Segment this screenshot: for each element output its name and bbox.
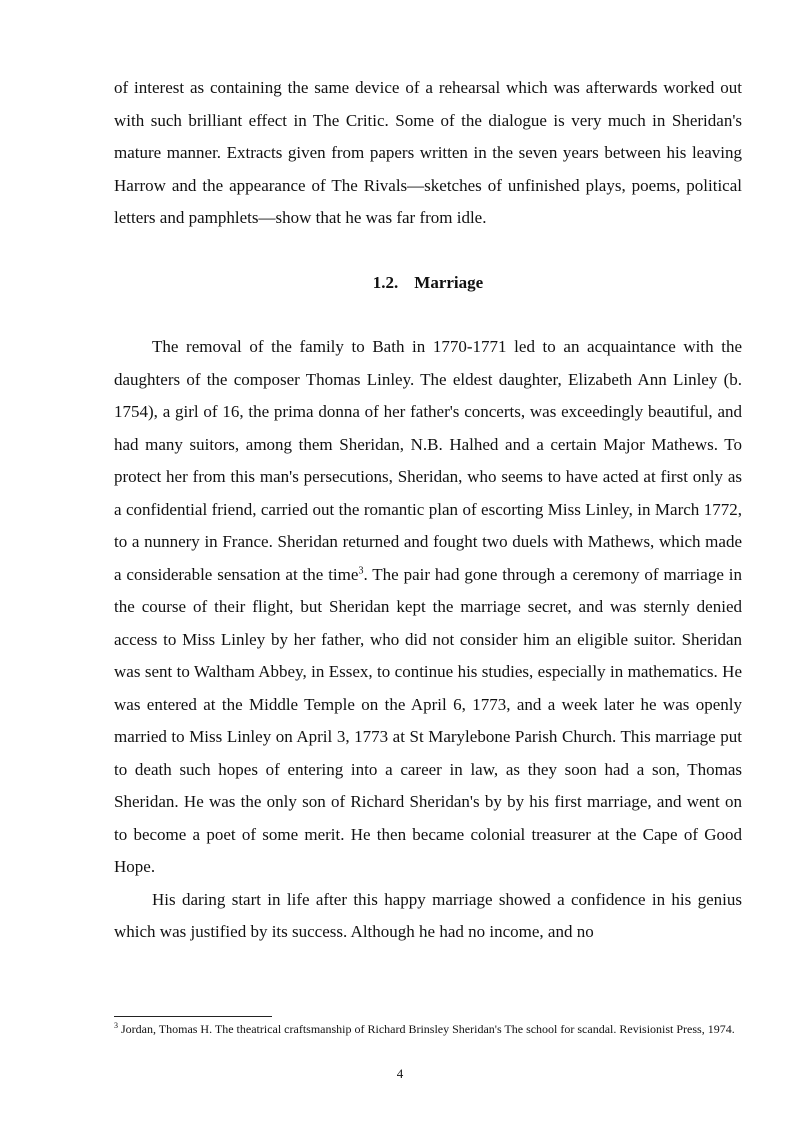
footnote-reference[interactable]: 3	[358, 564, 364, 576]
footnote-text: Jordan, Thomas H. The theatrical craftsmanship of Richard Brinsley Sheridan's The school for scandal. Revisionist Press, 1974.	[118, 1022, 735, 1036]
paragraph-marriage-part1: The removal of the family to Bath in 1770-1771 led to an acquaintance with the daughters of the composer Thomas Linley. The eldest daughter, Elizabeth Ann Linley (b. 1754), a girl of 16, the prima donna of her father's concerts, was exceedingly beautiful, and had many suitors, among them Sheridan, N.B. Halhed and a certain Major Mathews. To protect her from this man's persecutions, Sheridan, who seems to have acted at first only as a confidential friend, carried out the romantic plan of escorting Miss Linley, in March 1772, to a nunnery in France. Sheridan returned and fought two duels with Mathews, which made a considerable sensation at the time	[114, 337, 742, 584]
footnote-marker: 3	[114, 1021, 118, 1030]
paragraph-marriage-part2: . The pair had gone through a ceremony of marriage in the course of their flight, but Sheridan kept the marriage secret, and was sternly denied access to Miss Linley by her father, who did not consider him an eligible suitor. Sheridan was sent to Waltham Abbey, in Essex, to continue his studies, especially in mathematics. He was entered at the Middle Temple on the April 6, 1773, and a week later he was openly married to Miss Linley on April 3, 1773 at St Marylebone Parish Church. This marriage put to death such hopes of entering into a career in law, as they soon had a son, Thomas Sheridan. He was the only son of Richard Sheridan's by by his first marriage, and went on to become a poet of some merit. He then became colonial treasurer at the Cape of Good Hope.	[114, 564, 742, 876]
section-heading	[114, 267, 742, 300]
footnote-item	[114, 1021, 742, 1037]
footnotes-area	[114, 1016, 742, 1037]
page-number: 4	[396, 1066, 404, 1081]
paragraph-daring-start: His daring start in life after this happy marriage showed a confidence in his genius which was justified by its success. Although he had no income, and no	[114, 889, 742, 941]
page-body	[114, 72, 742, 949]
paragraph-marriage	[114, 331, 742, 884]
footnote-divider	[114, 1016, 272, 1017]
section-number: 1.2.	[372, 272, 399, 292]
section-title: Marriage	[414, 272, 484, 292]
paragraph-continuation: of interest as containing the same device of a rehearsal which was afterwards worked out with such brilliant effect in The Critic. Some of the dialogue is very much in Sheridan's mature manner. Extracts given from papers written in the seven years between his leaving Harrow and the appearance of The Rivals—sketches of unfinished plays, poems, political letters and pamphlets—show that he was far from idle.	[114, 78, 742, 227]
